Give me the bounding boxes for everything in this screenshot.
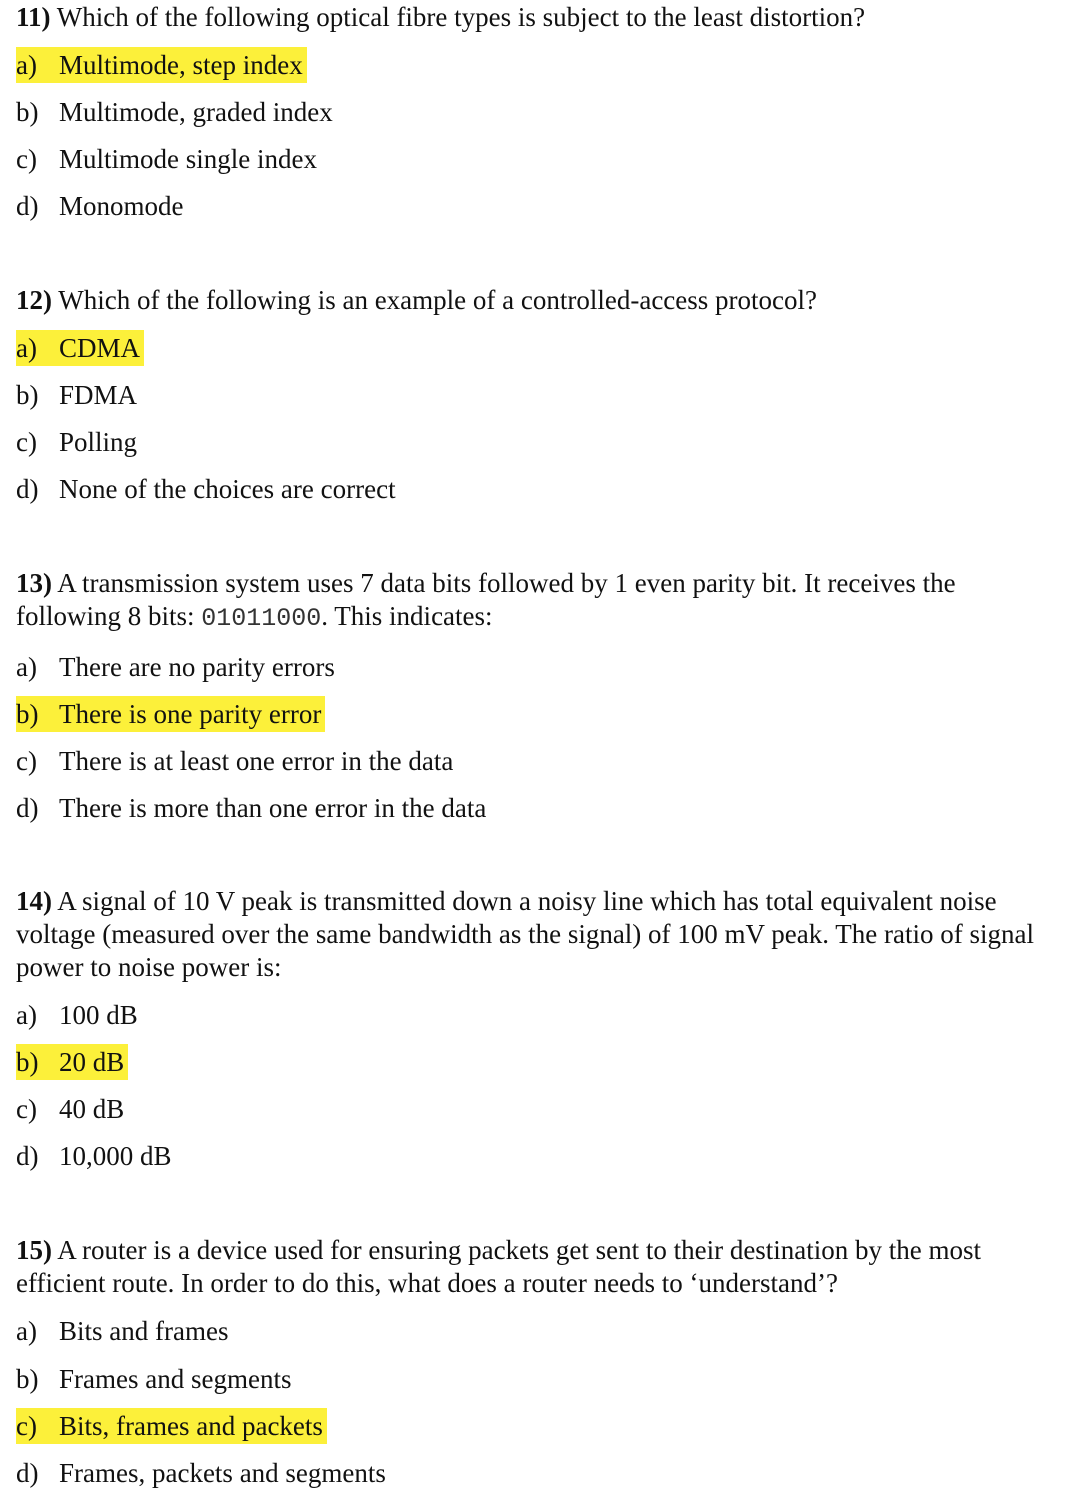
option-letter: b) (16, 1047, 39, 1077)
option-letter: b) (16, 699, 39, 729)
option-letter: a) (16, 1000, 37, 1030)
question-number: 14) (16, 886, 52, 916)
question-text: Which of the following is an example of a controlled-access protocol? (58, 285, 817, 315)
option-text: None of the choices are correct (59, 474, 396, 504)
option-letter: b) (16, 97, 39, 127)
option-text: 40 dB (59, 1094, 125, 1124)
option-letter: c) (16, 427, 37, 457)
option-letter: a) (16, 652, 37, 682)
option-letter: a) (16, 1316, 37, 1346)
question-text: A transmission system uses 7 data bits followed by 1 even parity bit. It receives the following 8 bits: (16, 568, 956, 631)
option-a (16, 1313, 228, 1349)
option-a (16, 997, 138, 1033)
option-text: Polling (59, 427, 138, 457)
option-text: CDMA (59, 333, 141, 363)
option-b-highlighted (16, 1044, 128, 1080)
received-bits: 01011000 (201, 604, 322, 633)
option-b (16, 1361, 291, 1397)
option-d (16, 1455, 386, 1491)
option-letter: a) (16, 50, 37, 80)
option-a-highlighted (16, 330, 144, 366)
question-stem (16, 1, 1066, 34)
question-number: 13) (16, 568, 52, 598)
option-text: 10,000 dB (59, 1141, 172, 1171)
option-letter: d) (16, 474, 39, 504)
question-number: 11) (16, 2, 51, 32)
option-text: FDMA (59, 380, 138, 410)
question-15 (16, 1234, 1066, 1488)
option-text: Multimode, graded index (59, 97, 333, 127)
option-text: 20 dB (59, 1047, 125, 1077)
question-stem (16, 1234, 1066, 1300)
option-c-highlighted (16, 1408, 327, 1444)
option-text: Monomode (59, 191, 184, 221)
option-text: Bits, frames and packets (59, 1411, 323, 1441)
question-text-end: . This indicates: (321, 601, 493, 631)
option-letter: c) (16, 144, 37, 174)
option-text: There is one parity error (59, 699, 322, 729)
question-13 (16, 567, 1066, 823)
question-11 (16, 0, 1066, 221)
option-letter: d) (16, 793, 39, 823)
option-b (16, 94, 333, 130)
question-stem (16, 885, 1066, 984)
option-d (16, 188, 184, 224)
option-c (16, 141, 317, 177)
option-d (16, 471, 396, 507)
option-letter: d) (16, 1141, 39, 1171)
option-letter: c) (16, 1094, 37, 1124)
question-stem (16, 567, 1066, 635)
question-stem (16, 284, 1066, 317)
question-number: 15) (16, 1235, 52, 1265)
option-letter: c) (16, 746, 37, 776)
option-text: Frames and segments (59, 1364, 292, 1394)
option-a-highlighted (16, 47, 307, 83)
option-text: Frames, packets and segments (59, 1458, 386, 1488)
question-14 (16, 885, 1066, 1171)
option-letter: d) (16, 1458, 39, 1488)
option-text: There is more than one error in the data (59, 793, 487, 823)
option-b-highlighted (16, 696, 325, 732)
option-a (16, 649, 335, 685)
option-text: 100 dB (59, 1000, 138, 1030)
option-c (16, 1091, 124, 1127)
question-text: Which of the following optical fibre types is subject to the least distortion? (56, 2, 866, 32)
option-letter: a) (16, 333, 37, 363)
option-letter: d) (16, 191, 39, 221)
question-12 (16, 284, 1066, 504)
option-c (16, 424, 137, 460)
option-text: Bits and frames (59, 1316, 229, 1346)
question-text: A signal of 10 V peak is transmitted down a noisy line which has total equivalent noise voltage (measured over the same bandwidth as the signal) of 100 mV peak. The ratio of signal power to noise power is: (16, 886, 1034, 982)
question-text: A router is a device used for ensuring packets get sent to their destination by the most efficient route. In order to do this, what does a router needs to ‘understand’? (16, 1235, 982, 1298)
option-text: There are no parity errors (59, 652, 335, 682)
option-d (16, 790, 486, 826)
option-c (16, 743, 453, 779)
option-text: Multimode single index (59, 144, 317, 174)
option-letter: c) (16, 1411, 37, 1441)
option-letter: b) (16, 1364, 39, 1394)
option-text: Multimode, step index (59, 50, 303, 80)
question-number: 12) (16, 285, 52, 315)
option-b (16, 377, 137, 413)
option-letter: b) (16, 380, 39, 410)
option-text: There is at least one error in the data (59, 746, 454, 776)
option-d (16, 1138, 172, 1174)
